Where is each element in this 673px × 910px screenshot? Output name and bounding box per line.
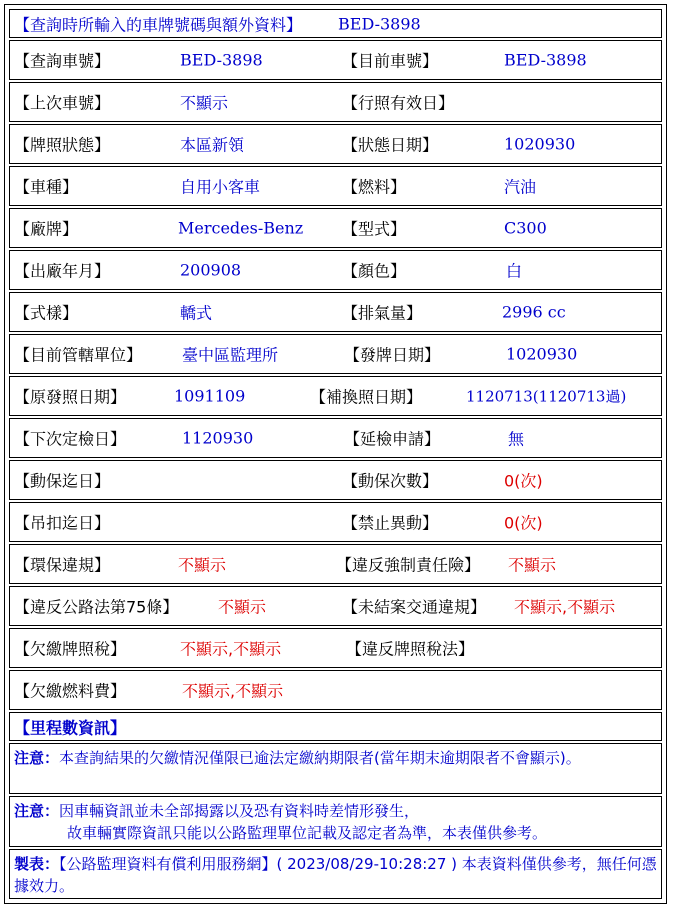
fuel-value: 汽油 — [504, 177, 537, 197]
color-label: 【顏色】 — [342, 261, 407, 281]
row-vehicle-type — [9, 166, 662, 206]
row-fuel-fee — [9, 670, 662, 710]
note-2-row — [9, 796, 662, 847]
note-2-line-2: 故車輛實際資訊只能以公路監理單位記載及認定者為準，本表僅供參考。 — [67, 824, 548, 842]
issue-date-label: 【發牌日期】 — [344, 345, 441, 365]
row-license-tax — [9, 628, 662, 668]
next-inspection-label: 【下次定檢日】 — [14, 429, 127, 449]
license-tax-violation-label: 【違反牌照稅法】 — [346, 639, 475, 659]
brand-label: 【廠牌】 — [14, 219, 79, 239]
title-row — [9, 9, 662, 38]
row-previous-plate — [9, 82, 662, 122]
unpaid-fuel-fee-label: 【欠繳燃料費】 — [14, 681, 127, 701]
note-2-label: 注意： — [14, 802, 60, 820]
row-plate — [9, 40, 662, 80]
env-violation-label: 【環保違規】 — [14, 555, 111, 575]
reissue-date-label: 【補換照日期】 — [310, 387, 423, 407]
query-plate-value: BED-3898 — [180, 50, 263, 70]
body-style-value: 轎式 — [180, 303, 213, 323]
row-plate-status — [9, 124, 662, 164]
inspection-extension-value: 無 — [508, 429, 525, 449]
title-label: 【查詢時所輸入的車牌號碼與額外資料】 — [14, 15, 303, 34]
original-issue-label: 【原發照日期】 — [14, 387, 127, 407]
previous-plate-label: 【上次車號】 — [14, 93, 111, 113]
row-brand — [9, 208, 662, 248]
query-plate-label: 【查詢車號】 — [14, 51, 111, 71]
model-value: C300 — [504, 218, 547, 238]
current-plate-value: BED-3898 — [504, 50, 587, 70]
footer-note — [14, 853, 657, 897]
status-date-label: 【狀態日期】 — [342, 135, 439, 155]
color-value: 白 — [506, 261, 523, 281]
row-manufacture — [9, 250, 662, 290]
issue-date-value: 1020930 — [506, 344, 578, 364]
revoke-until-label: 【吊扣迄日】 — [14, 513, 111, 533]
note-2 — [14, 800, 657, 844]
unpaid-license-tax-value: 不顯示,不顯示 — [180, 639, 282, 659]
row-body-style — [9, 292, 662, 332]
highway-act-value: 不顯示 — [218, 597, 267, 617]
row-revoke — [9, 502, 662, 542]
plate-status-label: 【牌照狀態】 — [14, 135, 111, 155]
vehicle-type-value: 自用小客車 — [180, 177, 261, 197]
displacement-label: 【排氣量】 — [342, 303, 423, 323]
lien-count-label: 【動保次數】 — [342, 471, 439, 491]
previous-plate-value: 不顯示 — [180, 93, 229, 113]
transfer-ban-label: 【禁止異動】 — [342, 513, 439, 533]
status-date-value: 1020930 — [504, 134, 576, 154]
mileage-label: 【里程數資訊】 — [14, 718, 127, 737]
footer-text: 【公路監理資料有償利用服務網】( 2023/08/29-10:28:27 ) 本表資料僅供參考，無任何憑據效力。 — [14, 855, 657, 895]
note-1 — [14, 747, 657, 769]
unsettled-traffic-value: 不顯示,不顯示 — [514, 597, 616, 617]
env-violation-value: 不顯示 — [178, 555, 227, 575]
fuel-label: 【燃料】 — [342, 177, 407, 197]
transfer-ban-value: 0(次) — [504, 513, 543, 533]
row-lien — [9, 460, 662, 500]
original-issue-value: 1091109 — [174, 386, 246, 406]
lien-count-value: 0(次) — [504, 471, 543, 491]
note-1-label: 注意： — [14, 749, 60, 767]
reissue-date-value: 1120713(1120713過) — [466, 387, 627, 406]
vehicle-type-label: 【車種】 — [14, 177, 79, 197]
unsettled-traffic-label: 【未結案交通違規】 — [342, 597, 487, 617]
current-plate-label: 【目前車號】 — [342, 51, 439, 71]
note-2-line-1: 因車輛資訊並未全部揭露以及恐有資料時差情形發生， — [59, 802, 420, 820]
authority-value: 臺中區監理所 — [182, 345, 279, 365]
body-style-label: 【式樣】 — [14, 303, 79, 323]
footer-row — [9, 849, 662, 899]
footer-label: 製表： — [14, 855, 60, 873]
row-original-issue — [9, 376, 662, 416]
vehicle-info-table — [4, 4, 667, 904]
authority-label: 【目前管轄單位】 — [14, 345, 143, 365]
displacement-value: 2996 cc — [502, 302, 566, 322]
unpaid-license-tax-label: 【欠繳牌照稅】 — [14, 639, 127, 659]
brand-value: Mercedes-Benz — [178, 218, 304, 238]
row-authority — [9, 334, 662, 374]
title-value: BED-3898 — [338, 14, 421, 33]
manufacture-date-label: 【出廠年月】 — [14, 261, 111, 281]
insurance-violation-label: 【違反強制責任險】 — [336, 555, 481, 575]
plate-status-value: 本區新領 — [180, 135, 245, 155]
note-1-row — [9, 743, 662, 794]
unpaid-fuel-fee-value: 不顯示,不顯示 — [182, 681, 284, 701]
inspection-extension-label: 【延檢申請】 — [344, 429, 441, 449]
model-label: 【型式】 — [342, 219, 407, 239]
row-inspection — [9, 418, 662, 458]
next-inspection-value: 1120930 — [182, 428, 254, 448]
row-highway-act — [9, 586, 662, 626]
manufacture-date-value: 200908 — [180, 260, 242, 280]
mileage-row — [9, 712, 662, 741]
row-violations — [9, 544, 662, 584]
note-1-text: 本查詢結果的欠繳情況僅限已逾法定繳納期限者(當年期末逾期限者不會顯示)。 — [59, 749, 581, 767]
insurance-violation-value: 不顯示 — [508, 555, 557, 575]
license-valid-label: 【行照有效日】 — [342, 93, 455, 113]
highway-act-label: 【違反公路法第75條】 — [14, 597, 179, 617]
lien-until-label: 【動保迄日】 — [14, 471, 111, 491]
